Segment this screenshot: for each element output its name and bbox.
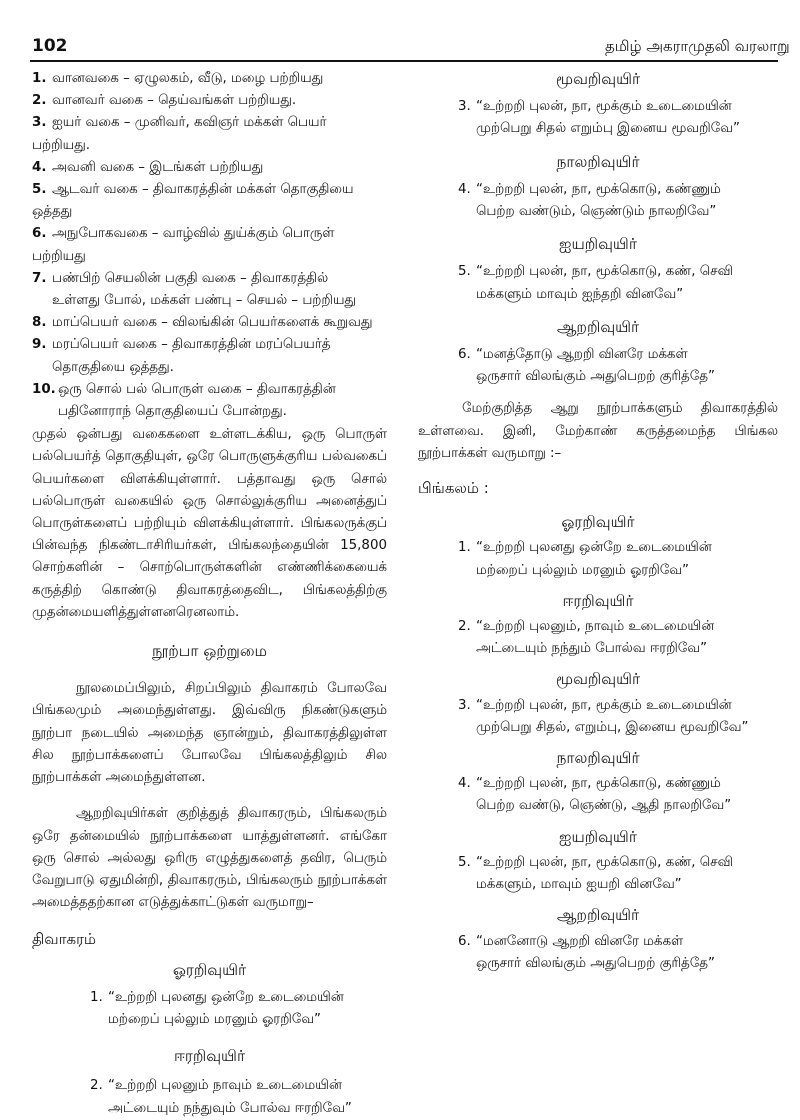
verse <box>418 261 778 305</box>
item-text: அவனி வகை – இடங்கள் பற்றியது <box>52 159 264 175</box>
verse <box>418 931 778 975</box>
verse-number: 3. <box>458 697 471 713</box>
list-item <box>32 157 387 179</box>
header-rule <box>30 60 778 62</box>
list-item <box>32 112 387 156</box>
item-number: 10. <box>32 381 56 397</box>
item-text: ஒரு சொல் பல் பொருள் வகை – திவாகரத்தின் <box>58 381 336 397</box>
verse-line: அட்டையும் நந்துவும் போல்வ ஈரறிவே” <box>108 1100 352 1116</box>
verse-line: “உற்றறி புலன், நா, மூக்கொடு, கண், செவி <box>476 264 733 280</box>
verse-number: 6. <box>458 933 471 949</box>
verse-line: “உற்றறி புலன், நா, மூக்கொடு, கண்ணும் <box>476 181 721 197</box>
verse-line: ஒருசார் விலங்கும் அதுபெறற் குரித்தே” <box>476 369 715 385</box>
verse-heading: ஐயறிவுயிர் <box>559 827 637 846</box>
paragraph: முதல் ஒன்பது வகைகளை உள்ளடக்கிய, ஒரு பொருள் பல்பெயர்த் தொகுதியுள், ஒரே பொருளுக்குரிய பல்வகைப் பெயர்களை விளக்கியுள்ளார். பத்தாவது ஒரு சொல் பல்பொருள் வகையில் ஒரு சொல்லுக்குரிய அனைத்துப் பொருள்களைப் பற்றியும் விளக்கியுள்ளார். பிங்கலருக்குப் பின்வந்த நிகண்டாசிரியர்கள், பிங்கலந்தையின் 15,800 சொற்களின் – சொற்பொருள்களின் எண்ணிக்கையைக் கருத்திற் கொண்டு திவாகரத்தைவிட, பிங்கலத்திற்கு முதன்மையளித்துள்ளனரெனலாம். <box>32 427 387 620</box>
verse-line: “உற்றறி புலன், நா, மூக்கொடு, கண்ணும் <box>476 776 721 792</box>
verse-line: ஒருசார் விலங்கும் அதுபெறற் குரித்தே” <box>476 955 715 971</box>
paragraph: மேற்குறித்த ஆறு நூற்பாக்களும் திவாகரத்தில் உள்ளவை. இனி, மேற்காண் கருத்தமைந்த பிங்கல நூற்பாக்கள் வருமாறு :– <box>418 401 778 461</box>
verse-number: 5. <box>458 854 471 870</box>
item-text: ஆடவர் வகை – திவாகரத்தின் மக்கள் தொகுதியை ஒத்தது <box>32 182 354 220</box>
verse-heading: ஆறறிவுயிர் <box>556 906 640 925</box>
section-heading: நூற்பா ஒற்றுமை <box>151 642 268 661</box>
item-number: 4. <box>32 159 47 175</box>
verse-heading: நாலறிவுயிர் <box>556 749 640 768</box>
running-title: தமிழ் அகராமுதலி வரலாறு <box>605 37 790 55</box>
verse <box>418 616 778 660</box>
verse-line: “உற்றறி புலன், நா, மூக்கொடு, கண், செவி <box>476 854 733 870</box>
verse-heading: ஈரறிவுயிர் <box>173 1047 246 1066</box>
verse-line: பெற்ற வண்டும், ஞெண்டும் நாலறிவே” <box>476 204 717 220</box>
verse-heading: ஐயறிவுயிர் <box>559 235 637 254</box>
verse <box>418 537 778 581</box>
list-item <box>32 90 387 112</box>
item-text: வானவகை – ஏழுலகம், வீடு, மழை பற்றியது <box>52 71 324 86</box>
item-text: பண்பிற் செயலின் பகுதி வகை – திவாகரத்தில் <box>52 270 329 286</box>
source-label: பிங்கலம் : <box>418 479 489 498</box>
verse-number: 5. <box>458 264 471 280</box>
item-number: 7. <box>32 270 47 286</box>
verse-line: “மனனோடு ஆறறி வினரே மக்கள் <box>476 933 684 949</box>
list-item <box>32 334 387 378</box>
item-text: ஐயர் வகை – முனிவர், கவிஞர் மக்கள் பெயர் பற்றியது. <box>32 115 327 153</box>
item-number: 2. <box>32 93 47 109</box>
verse-line: “மனத்தோடு ஆறறி வினரே மக்கள் <box>476 347 688 363</box>
list-item <box>32 223 387 267</box>
verse-heading: மூவறிவுயிர் <box>555 670 641 689</box>
verse-line: முற்பெறு சிதல் எறும்பு இனைய மூவறிவே” <box>476 121 740 137</box>
item-text-continued: உள்ளது போல், மக்கள் பண்பு – செயல் – பற்றியது <box>52 293 357 309</box>
list-item <box>32 68 387 90</box>
verse <box>418 695 778 739</box>
verse-number: 2. <box>458 619 471 635</box>
verse-line: அட்டையும் நந்தும் போல்வ ஈரறிவே” <box>476 641 708 657</box>
item-number: 6. <box>32 226 47 242</box>
verse-number: 1. <box>90 989 103 1005</box>
list-item <box>32 379 387 423</box>
item-number: 8. <box>32 315 47 331</box>
verse-heading: ஆறறிவுயிர் <box>556 317 640 336</box>
verse-number: 1. <box>458 540 471 556</box>
verse-line: மற்றைப் புல்லும் மரனும் ஓரறிவே” <box>476 562 689 578</box>
verse-line: மற்றைப் புல்லும் மரனும் ஓரறிவே” <box>108 1011 321 1027</box>
verse <box>418 852 778 896</box>
left-column <box>32 68 387 1120</box>
verse-line: “உற்றறி புலனும் நாவும் உடைமையின் <box>108 1078 342 1094</box>
verse-line: “உற்றறி புலன், நா, மூக்கும் உடைமையின் <box>476 697 732 713</box>
list-item <box>32 312 387 334</box>
category-list <box>32 68 387 423</box>
source-label: திவாகரம் <box>32 930 96 949</box>
item-text-continued: தொகுதியை ஒத்தது. <box>52 359 174 375</box>
verse <box>418 344 778 388</box>
verse-number: 2. <box>90 1078 103 1094</box>
verse-number: 3. <box>458 99 471 115</box>
item-number: 1. <box>32 71 47 86</box>
item-text-continued: பதினோராந் தொகுதியைப் போன்றது. <box>58 404 287 420</box>
list-item <box>32 268 387 312</box>
verse-heading: மூவறிவுயிர் <box>555 70 641 88</box>
verse-heading: ஈரறிவுயிர் <box>562 591 634 610</box>
verse-number: 4. <box>458 776 471 792</box>
verse <box>32 987 387 1031</box>
verse-line: “உற்றறி புலனது ஒன்றே உடைமையின் <box>476 540 712 556</box>
verse-heading: நாலறிவுயிர் <box>556 152 640 171</box>
item-text: மாப்பெயர் வகை – விலங்கின் பெயர்களைக் கூறுவது <box>52 315 373 331</box>
verse-heading: ஓரறிவுயிர் <box>561 513 635 532</box>
item-number: 5. <box>32 182 47 198</box>
item-text: அநுபோகவகை – வாழ்வில் துய்க்கும் பொருள் பற்றியது <box>32 226 335 264</box>
verse-line: மக்களும் மாவும் ஐந்தறி வினவே” <box>476 286 684 302</box>
right-column <box>418 68 778 975</box>
verse-line: முற்பெறு சிதல், எறும்பு, இனைய மூவறிவே” <box>476 719 749 735</box>
verse-heading: ஓரறிவுயிர் <box>172 960 247 979</box>
paragraph: நூலமைப்பிலும், சிறப்பிலும் திவாகரம் போலவே பிங்கலமும் அமைந்துள்ளது. இவ்விரு நிகண்டுகளும் நூற்பா நடையில் அமைந்த ஞான்றும், திவாகரத்திலுள்ள சில நூற்பாக்களைப் போலவே பிங்கலத்திலும் சில நூற்பாக்கள் அமைந்துள்ளன. <box>32 681 387 786</box>
item-text: வானவர் வகை – தெய்வங்கள் பற்றியது. <box>52 93 297 109</box>
item-number: 3. <box>32 115 47 131</box>
list-item <box>32 179 387 223</box>
item-text: மரப்பெயர் வகை – திவாகரத்தின் மரப்பெயர்த் <box>52 337 331 353</box>
verse-line: மக்களும், மாவும் ஐயறி வினவே” <box>476 877 682 893</box>
verse-line: பெற்ற வண்டு, ஞெண்டு, ஆதி நாலறிவே” <box>476 798 732 814</box>
verse-number: 4. <box>458 181 471 197</box>
paragraph: ஆறறிவுயிர்கள் குறித்துத் திவாகரரும், பிங்கலரும் ஒரே தன்மையில் நூற்பாக்களை யாத்துள்ளனர். எங்கோ ஒரு சொல் அல்லது ஒரிரு எழுத்துகளைத் தவிர, பெரும் வேறுபாடு ஏதுமின்றி, திவாகரரும், பிங்கலரும் நூற்பாக்கள் அமைத்ததற்கான எடுத்துக்காட்டுகள் வருமாறு– <box>32 806 387 911</box>
verse-number: 6. <box>458 347 471 363</box>
verse-line: “உற்றறி புலனது ஒன்றே உடைமையின் <box>108 989 344 1005</box>
verse-line: “உற்றறி புலன், நா, மூக்கும் உடைமையின் <box>476 99 732 115</box>
verse <box>418 773 778 817</box>
item-number: 9. <box>32 337 47 353</box>
verse <box>32 1075 387 1119</box>
verse <box>418 96 778 140</box>
verse-line: “உற்றறி புலனும், நாவும் உடைமையின் <box>476 619 715 635</box>
page-number: 102 <box>32 36 68 56</box>
verse <box>418 179 778 223</box>
